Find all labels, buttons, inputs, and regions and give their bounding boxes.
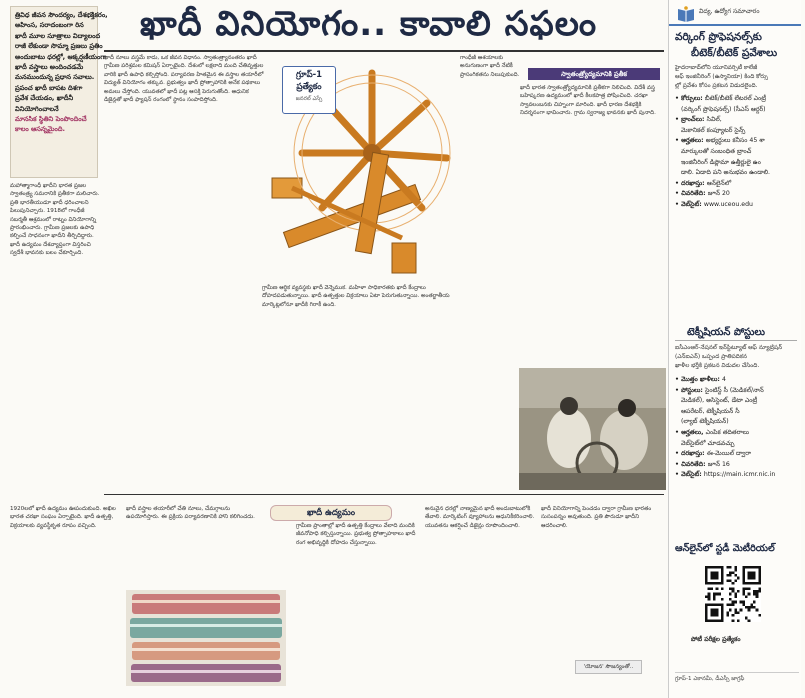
sidebar-detail-row	[675, 105, 805, 114]
bottom-column-4: అనువైన ధరల్లో నాణ్యమైన ఖాదీ అందుబాటులోకి తేవాలి. మార్కెటింగ్ వ్యూహాలను ఆధునికీకరించాలి. యువతను ఆకర్షించే డిజైన్లు రూపొందించాలి.	[425, 506, 535, 529]
source-credit: 'యోజన' సౌజన్యంతో..	[575, 660, 642, 674]
pull-quote-line: రాజీ లేకుండా సొమ్మా ప్రజలు ప్రతిం	[15, 42, 103, 51]
detail-key: • చివరితేది:	[675, 190, 708, 198]
detail-key: • అర్హతలు:	[675, 137, 706, 145]
pull-quote-line: అహింస, సరాదంబంగా రిన	[15, 21, 84, 30]
sidebar-detail-row	[675, 407, 805, 416]
sidebar-headline-1b: బీటెక్/బీటెక్ ప్రవేశాలు	[691, 47, 778, 59]
detail-key: • అర్హతలు,	[675, 429, 706, 436]
sidebar-detail-row	[675, 439, 805, 448]
bottom-column-2: ఖాదీ వస్త్రాల తయారీలో చేతి నూలు, చేమగ్గాలను ఉపయోగిస్తారు. ఈ ప్రక్రియ పర్యావరణానికి హాని కలిగించదు.	[126, 506, 255, 521]
sidebar-detail-row	[675, 126, 805, 135]
pull-quote-line: ప్రవేశ చేయడం, ఖాదీనీ	[15, 94, 74, 103]
detail-value: సివిల్,	[706, 116, 722, 124]
detail-key: • వెబ్‌సైట్:	[675, 471, 704, 479]
bottom-column-1: 1920లలో ఖాదీ ఉద్యమం ఊపందుకుంది. అఖిల భారత చరఖా సంఘం ఏర్పాటైంది. ఖాదీ ఉత్పత్తి, విక్రయాలకు వ్యవస్థీకృత రూపం వచ్చింది.	[10, 506, 116, 529]
badge-line-3: జనరల్ ఎస్సే	[295, 96, 323, 102]
jobs-sidebar	[668, 0, 801, 698]
detail-value: ఎంపిక తదితరాలు	[705, 429, 750, 436]
detail-value: బీటెక్/బీటెక్ లేటరల్ ఎంట్రీ	[704, 95, 766, 102]
pull-quote-line: మానసిక స్థితిని పెంపొందించే	[15, 115, 87, 124]
detail-value: ఆన్‌లైన్‌లో	[706, 179, 732, 187]
pull-quote-line: అందుబాటు ధరల్లో, ఆక్కర్షణీయంగా	[15, 52, 107, 61]
article-column-1: మహాత్మాగాంధీ ఖాదీని భారత ప్రజల స్వాతంత్ర్య సమరానికి ప్రతీకగా మలిచారు. ప్రతి భారతీయుడూ ఖాదీ ధరించాలని పిలుపునిచ్చారు. 1918లో గాంధీజీ సబర్మతీ ఆశ్రమంలో రాట్నం వినియోగాన్ని ప్రారంభించారు. గ్రామీణ ప్రజలకు ఉపాధి కల్పించే సాధనంగా ఖాదీని తీర్చిదిద్దారు. ఖాదీ ఉద్యమం దేశవ్యాప్తంగా విస్తరించి స్వదేశీ భావనకు బలం చేకూర్చింది.	[10, 183, 100, 257]
sidebar-detail-row	[675, 168, 805, 177]
detail-value: (వర్కింగ్ ప్రొఫెషనల్స్) (సీఎస్ ఆర్డర్)	[681, 105, 766, 113]
detail-value: www.uceou.edu	[703, 201, 753, 208]
detail-key: • దరఖాస్తు:	[675, 179, 707, 187]
section-divider	[104, 494, 664, 495]
pull-quote-line: ప్రపంచ ఖాదీ బాపట దిశగా	[15, 83, 83, 92]
detail-value: (ల్యాబ్ టెక్నీషియన్)	[681, 418, 729, 426]
pull-quote-line: ఖాదీ వస్త్రాలు అందించడమే	[15, 63, 84, 72]
pull-quote-line: ఖాదీ మూల సూత్రాలు విద్యాలంద	[15, 31, 101, 40]
pull-quote-line: కాలం ఆసన్నమైంది.	[15, 125, 65, 134]
bottom-column-5: ఖాదీ వినియోగాన్ని పెంచడం ద్వారా గ్రామీణ భారతం సుసంపన్నం అవుతుంది. ప్రతి పౌరుడూ ఖాదీని ఆదరించాలి.	[541, 506, 652, 529]
historic-photo	[519, 368, 666, 490]
qr-caption: పోటీ పరీక్షల ప్రత్యేకం	[691, 636, 741, 643]
detail-value: మార్కులతో సంబంధిత బ్రాంచ్	[681, 148, 752, 155]
sidebar-detail-row	[675, 115, 799, 124]
detail-value: 4	[721, 376, 726, 383]
detail-key: • మొత్తం ఖాళీలు:	[675, 376, 722, 383]
sidebar-detail-row	[675, 94, 799, 103]
detail-key: • బ్రాంచ్‌లు:	[675, 116, 707, 124]
detail-value: మెకానికల్ కంప్యూటర్ సైన్స్	[681, 126, 746, 134]
article-column-3: గ్రామీణ ఆర్థిక వ్యవస్థకు ఖాదీ వెన్నెముక. మహిళా సాధికారతకు ఖాదీ కేంద్రాలు దోహదపడుతున్నాయి. ఖాదీ ఉత్పత్తుల విక్రయాలు ఏటా పెరుగుతున్నాయి. అంతర్జాతీయ మార్కెట్లలోనూ ఖాదీకి గిరాకీ ఉంది.	[262, 285, 450, 308]
sidebar-section-label: విద్య, ఉద్యోగ సమాచారం	[699, 8, 760, 15]
sidebar-detail-row	[675, 386, 799, 395]
sidebar-intro-line: హైదరాబాద్‌లోని యూనివర్సిటీ కాలేజీ	[675, 65, 758, 71]
pull-quote-line: త్రివిధ జీవన సౌందర్యం, దేశభక్తికరం,	[15, 11, 108, 19]
detail-value: ఇంజినీరింగ్ డిప్లొమా ఉత్తీర్ణులై ఉం	[681, 158, 761, 166]
subsection-heading-freedom-symbol: స్వాతంత్ర్యోద్యమానికి ప్రతీక	[528, 68, 660, 80]
sidebar-footer: గ్రూప్-1 ఎకానమీ, డీఎస్సీ జాగ్రఫీ	[675, 672, 799, 683]
detail-value: డాలి. ఏడాది పని అనుభవం ఉండాలి.	[681, 169, 771, 177]
headline-rule	[104, 50, 664, 52]
sidebar-detail-row	[675, 449, 799, 458]
detail-key: • పోస్టులు:	[675, 386, 705, 394]
detail-value: అభ్యర్థులు కనీసం 45 శా	[705, 137, 765, 145]
badge-line-1: గ్రూప్-1	[295, 70, 323, 80]
folded-khadi-fabric-photo	[126, 590, 286, 686]
detail-key: • వెబ్‌సైట్:	[675, 201, 704, 208]
page-headline: ఖాదీ వినియోగం.. కావాలి సఫలం	[140, 4, 598, 44]
detail-value: ఆపరేటర్, టెక్నీషియన్ సీ	[681, 407, 740, 415]
sidebar-headline-2: టెక్నీషియన్ పోస్టులు	[687, 327, 766, 338]
sidebar-header	[669, 4, 801, 26]
group-1-badge	[282, 66, 336, 114]
sidebar-detail-row	[675, 158, 805, 167]
sidebar-detail-row	[675, 375, 799, 384]
sidebar-detail-row	[675, 179, 799, 188]
article-column-5: ఖాదీ భారత స్వాతంత్ర్యోద్యమానికి ప్రతీకగా నిలిచింది. విదేశీ వస్త్ర బహిష్కరణ ఉద్యమంలో ఖాదీ కీలకపాత్ర పోషించింది. చరఖా స్వావలంబనకు చిహ్నంగా మారింది. ఖాదీ ధారణ దేశభక్తికి నిదర్శనంగా భావించారు. గ్రామ స్వరాజ్య భావనకు ఖాదీ పునాది.	[520, 85, 656, 117]
sidebar-intro-line: ల్లో ప్రవేశం కోసం ప్రకటన విడుదలైంది.	[675, 83, 758, 89]
detail-value: వెబ్‌సైట్‌లో చూడవచ్చు	[681, 439, 735, 447]
sidebar-headline-3: ఆన్‌లైన్‌లో స్టడీ మెటీరియల్	[675, 543, 775, 554]
pull-quote-lines	[15, 10, 108, 135]
sidebar-intro-line: ఖాళీల భర్తీకి ప్రకటన విడుదల చేసింది.	[675, 363, 760, 369]
detail-value: ఈ-మెయిల్ ద్వారా	[706, 450, 752, 458]
sidebar-intro-line: ఐసీఎంఆర్-నేషనల్ ఇన్‌స్టిట్యూట్ ఆఫ్ న్యూట్రిషన్	[675, 345, 783, 351]
detail-value: సైంటిస్ట్ సీ (మెడికల్/నాన్	[705, 386, 764, 394]
detail-key: • చివరితేది:	[675, 460, 708, 468]
sidebar-detail-row	[675, 417, 805, 426]
sidebar-detail-row	[675, 189, 799, 198]
sidebar-detail-row	[675, 136, 799, 145]
sidebar-detail-row	[675, 460, 799, 469]
sidebar-detail-row	[675, 428, 799, 437]
sidebar-detail-row	[675, 470, 799, 479]
sidebar-intro-line: ఆఫ్ ఇంజినీరింగ్ (ఉస్మానియా) కింది కోర్సు	[675, 74, 768, 80]
pull-quote-box	[10, 6, 108, 178]
book-logo-icon	[677, 6, 695, 22]
article-column-4: గాంధీజీ ఆశయాలకు అనుగుణంగా ఖాదీ నేటికీ ప్రాసంగికతను నిలుపుకుంది.	[460, 55, 520, 78]
detail-key: • కోర్సులు:	[675, 95, 705, 102]
detail-key: • దరఖాస్తు:	[675, 450, 707, 458]
sidebar-detail-row	[675, 147, 805, 156]
bottom-column-3: గ్రామీణ ప్రాంతాల్లో ఖాదీ ఉత్పత్తి కేంద్రాలు వేలాది మందికి జీవనోపాధి కల్పిస్తున్నాయి. ప్రభుత్వ ప్రోత్సాహకాలు ఖాదీ రంగ అభివృద్ధికి దోహదం చేస్తున్నాయి.	[296, 523, 416, 546]
badge-line-2: ప్రత్యేకం	[296, 82, 322, 92]
article-column-2: ఖాదీ నూలు వస్త్రమే కాదు, ఒక జీవన విధానం. స్వాతంత్ర్యానంతరం ఖాదీ గ్రామీణ పరిశ్రమల కమిషన్ ఏర్పాటైంది. దేశంలో లక్షలాది మంది చేతివృత్తుల వారికి ఖాదీ ఉపాధి కల్పిస్తోంది. పర్యావరణ హితమైన ఈ వస్త్రాల తయారీలో విద్యుత్ వినియోగం తక్కువ. ప్రభుత్వం ఖాదీ ప్రోత్సాహానికి అనేక పథకాలు అమలు చేస్తోంది. యువతలో ఖాదీ పట్ల ఆసక్తి పెరుగుతోంది. ఆధునిక డిజైన్లతో ఖాదీ ఫ్యాషన్ రంగంలో స్థానం సంపాదిస్తోంది.	[104, 55, 264, 104]
detail-value: జూన్ 16	[707, 460, 730, 468]
detail-value: జూన్ 20	[707, 190, 730, 198]
sidebar-detail-row	[675, 200, 799, 209]
qr-code[interactable]	[705, 566, 761, 622]
pull-quote-line: వినియోగించాలనే	[15, 104, 59, 113]
sidebar-detail-row	[675, 396, 805, 405]
khadi-movement-heading: ఖాదీ ఉద్యమం	[270, 505, 392, 521]
detail-value: https://main.icmr.nic.in	[703, 471, 776, 479]
pull-quote-line: మనముందున్న ప్రధాన సవాలు.	[15, 73, 95, 82]
sidebar-headline-1: వర్కింగ్ ప్రొఫెషనల్స్‌కు	[675, 31, 762, 43]
sidebar-divider	[675, 340, 797, 341]
detail-value: మెడికల్), అసిస్టెంట్, డేటా ఎంట్రీ	[681, 397, 758, 405]
sidebar-intro-line: (ఎన్‌ఐఎన్) ఒప్పంద ప్రాతిపదికన	[675, 354, 747, 360]
